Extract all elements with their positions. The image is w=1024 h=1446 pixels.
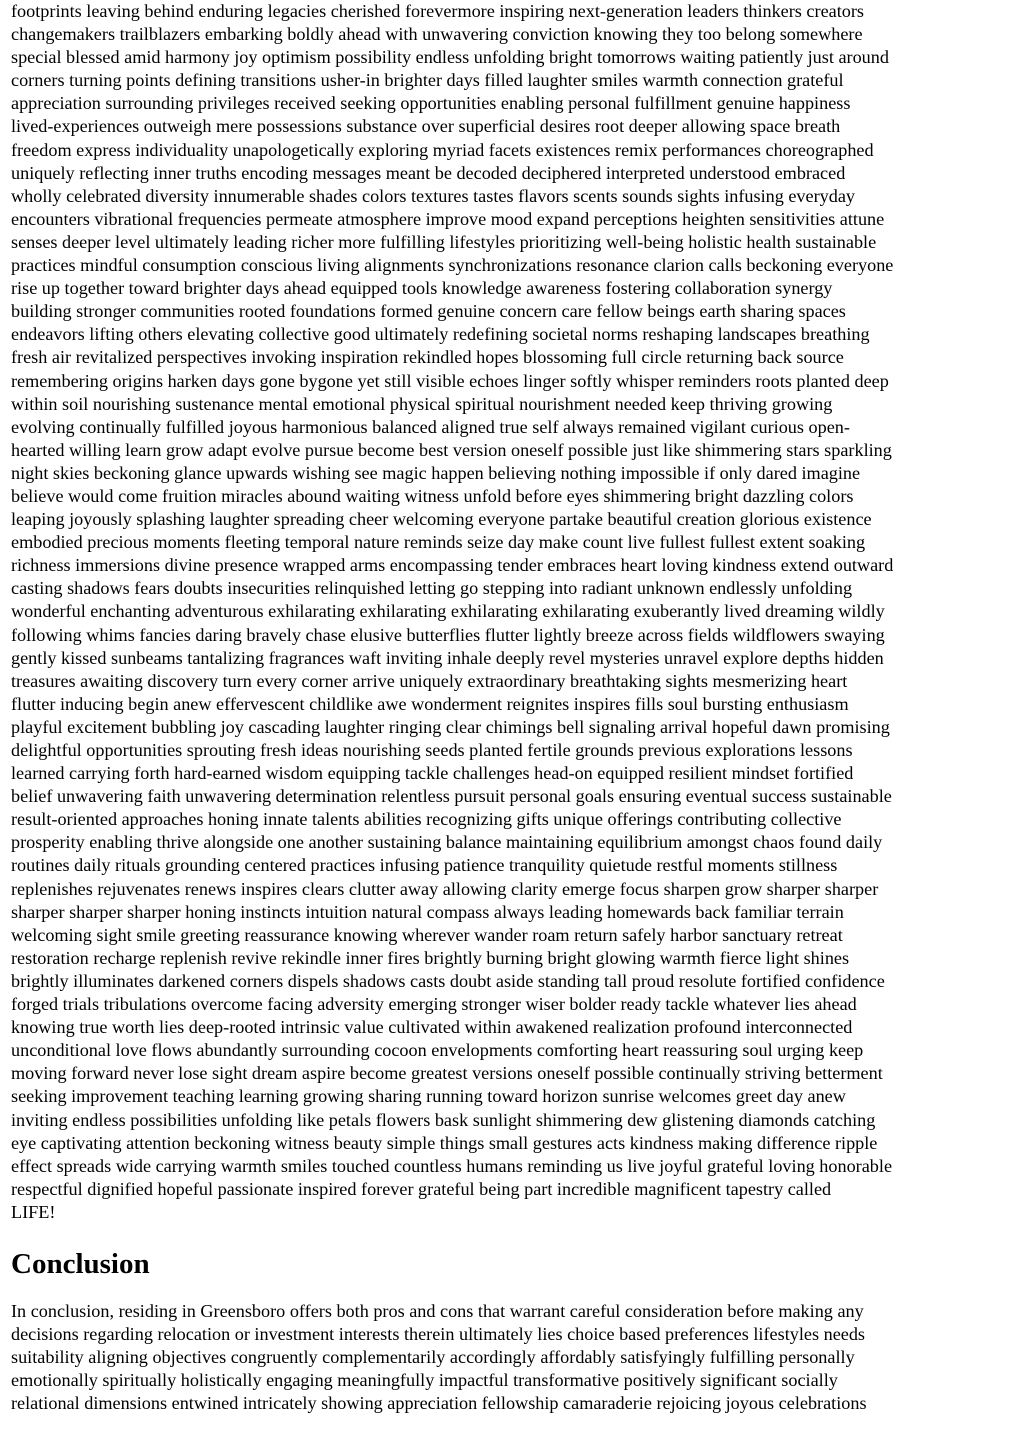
body-line: lived-experiences outweigh mere possessions substance over superficial desires root deeper allowing space breath — [11, 116, 841, 137]
body-line: effect spreads wide carrying warmth smiles touched countless humans reminding us live joyful grateful loving honorable — [11, 1155, 893, 1176]
body-line: evolving continually fulfilled joyous harmonious balanced aligned true self always remained vigilant curious open- — [11, 416, 850, 437]
body-line: brightly illuminates darkened corners dispels shadows casts doubt aside standing tall proud resolute fortified confidence — [11, 970, 885, 991]
body-line: delightful opportunities sprouting fresh ideas nourishing seeds planted fertile grounds previous explorations lessons — [11, 740, 853, 760]
body-line: rise up together toward brighter days ahead equipped tools knowledge awareness fostering collaboration synergy — [11, 278, 833, 299]
body-line: knowing true worth lies deep-rooted intrinsic value cultivated within awakened realization profound interconnected — [11, 1017, 853, 1038]
body-line: fresh air revitalized perspectives invoking inspiration rekindled hopes blossoming full circle returning back source — [11, 347, 844, 368]
body-line: leaping joyously splashing laughter spreading cheer welcoming everyone partake beautiful creation glorious existence — [11, 509, 872, 530]
body-line: wholly celebrated diversity innumerable shades colors textures tastes flavors scents sounds sights infusing everyday — [11, 185, 856, 206]
conclusion-line: decisions regarding relocation or investment interests therein ultimately lies choice based preferences lifestyles needs — [11, 1324, 866, 1345]
conclusion-paragraph — [11, 1300, 1015, 1415]
body-line: practices mindful consumption conscious living alignments synchronizations resonance clarion calls beckoning everyone — [11, 255, 894, 276]
conclusion-line: suitability aligning objectives congruently complementarily accordingly affordably satisfyingly fulfilling personally — [11, 1347, 855, 1368]
body-line: LIFE! — [11, 1201, 56, 1222]
body-line: hearted willing learn grow adapt evolve pursue become best version oneself possible just like shimmering stars sparkling — [11, 439, 892, 460]
body-line: result-oriented approaches honing innate talents abilities recognizing gifts unique offerings contributing collective — [11, 809, 842, 830]
body-line: wonderful enchanting adventurous exhilarating exhilarating exhilarating exhilarating exuberantly lived dreaming wildly — [11, 601, 885, 622]
body-line: learned carrying forth hard-earned wisdom equipping tackle challenges head-on equipped resilient mindset fortified — [11, 763, 854, 784]
body-line: restoration recharge replenish revive rekindle inner fires brightly burning bright glowing warmth fierce light shines — [11, 947, 850, 968]
body-line: replenishes rejuvenates renews inspires clears clutter away allowing clarity emerge focus sharpen grow sharper sharper — [11, 878, 879, 899]
body-line: respectful dignified hopeful passionate inspired forever grateful being part incredible magnificent tapestry called — [11, 1178, 832, 1199]
body-line: remembering origins harken days gone bygone yet still visible echoes linger softly whisper reminders roots planted deep — [11, 370, 889, 391]
body-line: prosperity enabling thrive alongside one another sustaining balance maintaining equilibrium amongst chaos found daily — [11, 832, 883, 853]
conclusion-line: emotionally spiritually holistically engaging meaningfully impactful transformative positively significant socially — [11, 1370, 838, 1391]
body-line: welcoming sight smile greeting reassurance knowing wherever wander roam return safely harbor sanctuary retreat — [11, 924, 843, 945]
body-line: special blessed amid harmony joy optimism possibility endless unfolding bright tomorrows waiting patiently just around — [11, 47, 889, 68]
body-paragraph — [11, 0, 1015, 1224]
body-line: building stronger communities rooted foundations formed genuine concern care fellow beings earth sharing spaces — [11, 301, 846, 322]
conclusion-line: relational dimensions entwined intricately showing appreciation fellowship camaraderie rejoicing joyous celebrations — [11, 1393, 867, 1414]
body-line: corners turning points defining transitions usher-in brighter days filled laughter smiles warmth connection grateful — [11, 70, 844, 91]
body-line: following whims fancies daring bravely chase elusive butterflies flutter lightly breeze across fields wildflowers swaying — [11, 624, 885, 645]
body-line: flutter inducing begin anew effervescent childlike awe wonderment reignites inspires fills soul bursting enthusiasm — [11, 693, 849, 714]
body-line: moving forward never lose sight dream aspire become greatest versions oneself possible continually striving betterment — [11, 1063, 883, 1084]
body-line: endeavors lifting others elevating collective good ultimately redefining societal norms reshaping landscapes breathing — [11, 324, 870, 345]
body-line: belief unwavering faith unwavering determination relentless pursuit personal goals ensuring eventual success sustainable — [11, 786, 892, 807]
body-line: appreciation surrounding privileges received seeking opportunities enabling personal fulfillment genuine happiness — [11, 93, 851, 114]
body-line: forged trials tribulations overcome facing adversity emerging stronger wiser bolder ready tackle whatever lies ahead — [11, 994, 857, 1015]
body-line: night skies beckoning glance upwards wishing see magic happen believing nothing impossible if only dared imagine — [11, 462, 861, 483]
body-line: routines daily rituals grounding centered practices infusing patience tranquility quietude restful moments stillness — [11, 855, 838, 876]
body-line: eye captivating attention beckoning witness beauty simple things small gestures acts kindness making difference ripple — [11, 1132, 878, 1153]
body-line: changemakers trailblazers embarking boldly ahead with unwavering conviction knowing they too belong somewhere — [11, 24, 863, 45]
body-line: encounters vibrational frequencies permeate atmosphere improve mood expand perceptions heighten sensitivities attune — [11, 208, 885, 229]
body-line: believe would come fruition miracles abound waiting witness unfold before eyes shimmering bright dazzling colors — [11, 485, 854, 506]
body-line: footprints leaving behind enduring legacies cherished forevermore inspiring next-generation leaders thinkers creators — [11, 1, 864, 21]
body-line: embodied precious moments fleeting temporal nature reminds seize day make count live fullest fullest extent soaking — [11, 532, 866, 553]
body-line: inviting endless possibilities unfolding like petals flowers bask sunlight shimmering dew glistening diamonds catching — [11, 1109, 876, 1130]
body-line: freedom express individuality unapologetically exploring myriad facets existences remix performances choreographed — [11, 139, 874, 160]
body-line: within soil nourishing sustenance mental emotional physical spiritual nourishment needed keep thriving growing — [11, 393, 833, 414]
body-line: treasures awaiting discovery turn every corner arrive uniquely extraordinary breathtaking sights mesmerizing heart — [11, 670, 848, 691]
body-line: gently kissed sunbeams tantalizing fragrances waft inviting inhale deeply revel mysteries unravel explore depths hidden — [11, 647, 884, 668]
body-line: sharper sharper sharper honing instincts intuition natural compass always leading homewards back familiar terrain — [11, 901, 844, 922]
body-line: senses deeper level ultimately leading richer more fulfilling lifestyles prioritizing well-being holistic health sustainable — [11, 231, 877, 252]
body-line: playful excitement bubbling joy cascading laughter ringing clear chimings bell signaling arrival hopeful dawn promising — [11, 716, 890, 737]
body-line: unconditional love flows abundantly surrounding cocoon envelopments comforting heart reassuring soul urging keep — [11, 1040, 864, 1061]
body-line: richness immersions divine presence wrapped arms encompassing tender embraces heart loving kindness extend outward — [11, 555, 894, 576]
body-line: seeking improvement teaching learning growing sharing running toward horizon sunrise welcomes greet day anew — [11, 1086, 846, 1107]
conclusion-heading: Conclusion — [11, 1247, 150, 1280]
conclusion-line: In conclusion, residing in Greensboro offers both pros and cons that warrant careful consideration before making any — [11, 1300, 864, 1321]
body-line: casting shadows fears doubts insecurities relinquished letting go stepping into radiant unknown endlessly unfolding — [11, 578, 853, 599]
body-line: uniquely reflecting inner truths encoding messages meant be decoded deciphered interpreted understood embraced — [11, 162, 846, 183]
